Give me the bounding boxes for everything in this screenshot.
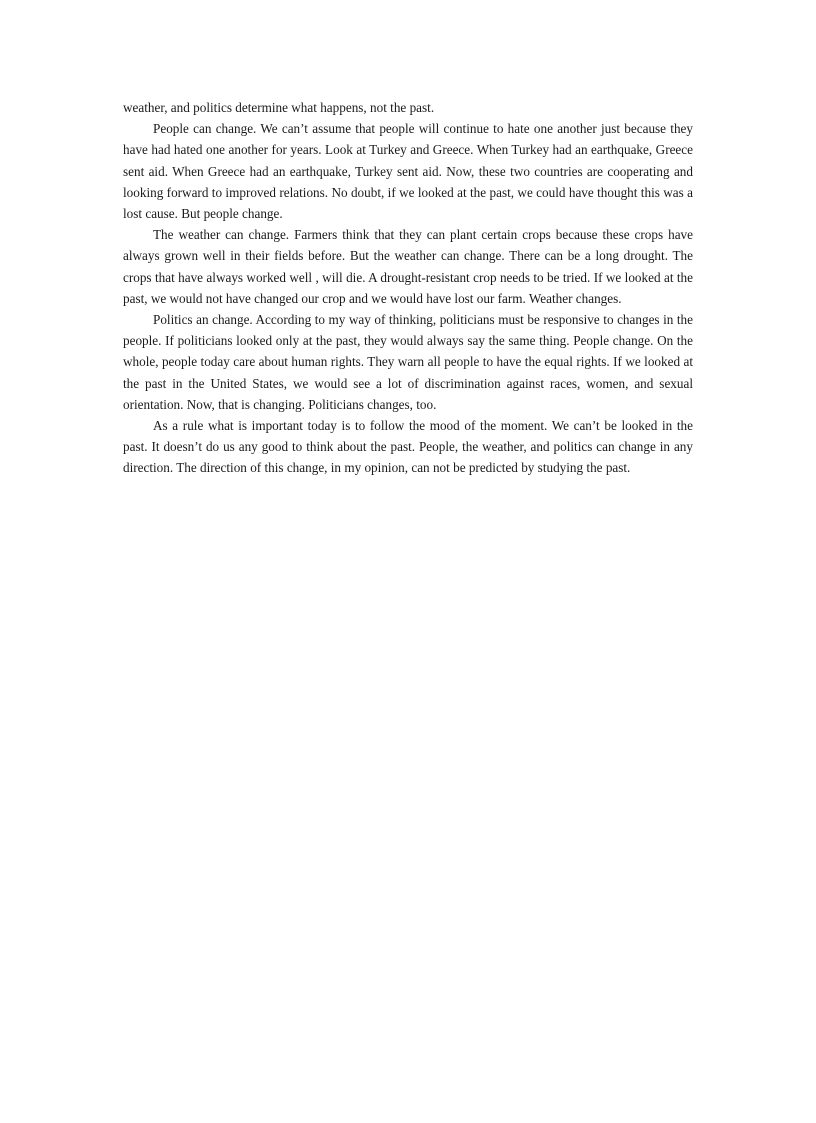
- essay-body: [123, 97, 693, 479]
- paragraph-conclusion: As a rule what is important today is to follow the mood of the moment. We can’t be looked in the past. It doesn’t do us any good to think about the past. People, the weather, and politics can change in any direction. The direction of this change, in my opinion, can not be predicted by studying the past.: [123, 418, 693, 476]
- paragraph-people-change: People can change. We can’t assume that people will continue to hate one another just because they have had hated one another for years. Look at Turkey and Greece. When Turkey had an earthquake, Greece sent aid. When Greece had an earthquake, Turkey sent aid. Now, these two countries are cooperating and looking forward to improved relations. No doubt, if we looked at the past, we could have thought this was a lost cause. But people change.: [123, 121, 693, 222]
- paragraph-continuation: weather, and politics determine what happens, not the past.: [123, 100, 435, 115]
- paragraph-weather-change: The weather can change. Farmers think that they can plant certain crops because these crops have always grown well in their fields before. But the weather can change. There can be a long drought. The crops that have always worked well , will die. A drought-resistant crop needs to be tried. If we looked at the past, we would not have changed our crop and we would have lost our farm. Weather changes.: [123, 227, 693, 306]
- paragraph-politics-change: Politics an change. According to my way of thinking, politicians must be responsive to changes in the people. If politicians looked only at the past, they would always say the same thing. People change. On the whole, people today care about human rights. They warn all people to have the equal rights. If we looked at the past in the United States, we would see a lot of discrimination against races, women, and sexual orientation. Now, that is changing. Politicians changes, too.: [123, 312, 693, 412]
